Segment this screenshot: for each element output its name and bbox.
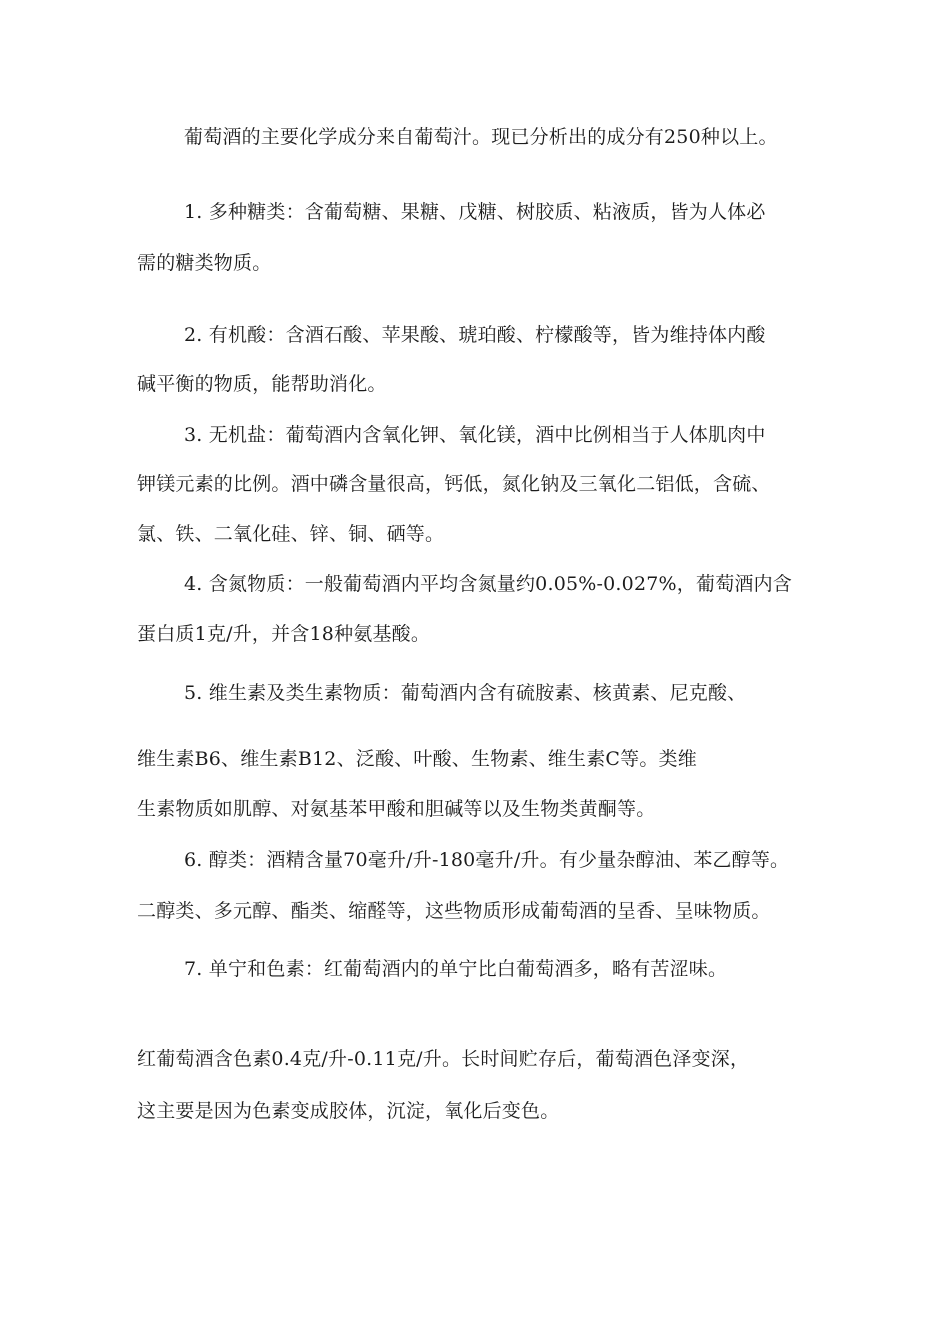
- section-4-line-2: 蛋白质1克/升，并含18种氨基酸。: [137, 623, 431, 645]
- intro-paragraph: 葡萄酒的主要化学成分来自葡萄汁。现已分析出的成分有250种以上。: [184, 126, 778, 148]
- section-3-line-1: 3. 无机盐：葡萄酒内含氧化钾、氧化镁，酒中比例相当于人体肌肉中: [184, 424, 766, 446]
- section-6-line-2: 二醇类、多元醇、酯类、缩醛等，这些物质形成葡萄酒的呈香、呈味物质。: [137, 900, 771, 922]
- section-6-line-1: 6. 醇类：酒精含量70毫升/升-180毫升/升。有少量杂醇油、苯乙醇等。: [184, 849, 790, 871]
- section-5-line-3: 生素物质如肌醇、对氨基苯甲酸和胆碱等以及生物类黄酮等。: [137, 798, 656, 820]
- section-4-line-1: 4. 含氮物质：一般葡萄酒内平均含氮量约0.05%-0.027%，葡萄酒内含: [184, 573, 792, 595]
- section-5-line-2: 维生素B6、维生素B12、泛酸、叶酸、生物素、维生素C等。类维: [137, 748, 697, 770]
- section-7-line-3: 这主要是因为色素变成胶体，沉淀，氧化后变色。: [137, 1100, 560, 1122]
- section-3-line-2: 钾镁元素的比例。酒中磷含量很高，钙低，氮化钠及三氧化二铝低，含硫、: [137, 473, 771, 495]
- section-7-line-1: 7. 单宁和色素：红葡萄酒内的单宁比白葡萄酒多，略有苦涩味。: [184, 958, 728, 980]
- section-2-line-2: 碱平衡的物质，能帮助消化。: [137, 373, 387, 395]
- section-1-line-2: 需的糖类物质。: [137, 252, 272, 274]
- section-3-line-3: 氯、铁、二氧化硅、锌、铜、硒等。: [137, 523, 445, 545]
- section-1-line-1: 1. 多种糖类：含葡萄糖、果糖、戊糖、树胶质、粘液质，皆为人体必: [184, 201, 766, 223]
- section-7-line-2: 红葡萄酒含色素0.4克/升-0.11克/升。长时间贮存后，葡萄酒色泽变深，: [137, 1048, 750, 1070]
- section-2-line-1: 2. 有机酸：含酒石酸、苹果酸、琥珀酸、柠檬酸等，皆为维持体内酸: [184, 324, 766, 346]
- section-5-line-1: 5. 维生素及类生素物质：葡萄酒内含有硫胺素、核黄素、尼克酸、: [184, 682, 747, 704]
